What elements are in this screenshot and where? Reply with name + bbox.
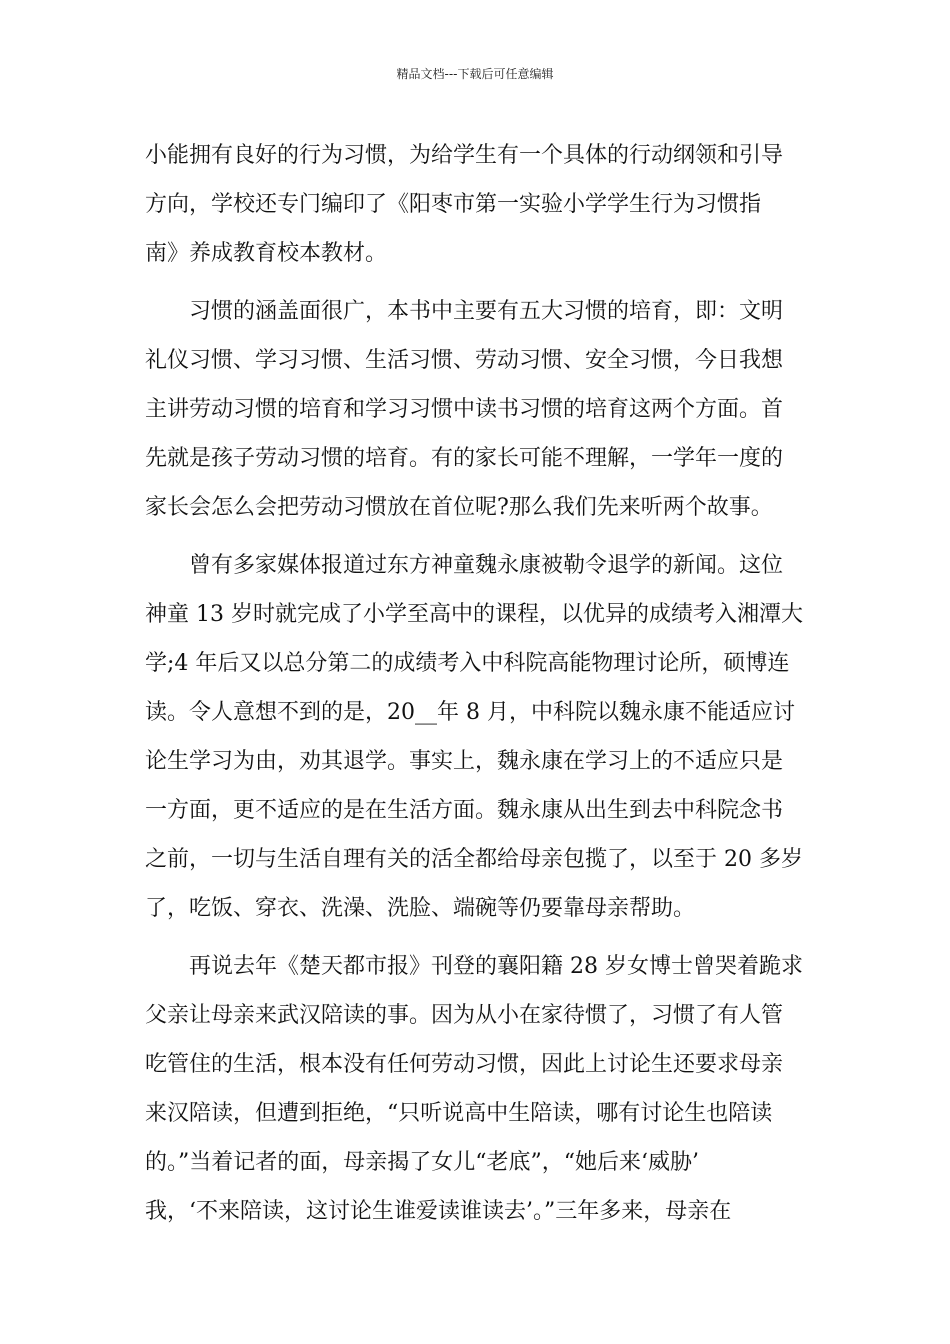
text-line: 曾有多家媒体报道过东方神童魏永康被勒令退学的新闻。这位	[189, 553, 784, 578]
text-line: 论生学习为由，劝其退学。事实上，魏永康在学习上的不适应只是	[145, 749, 784, 774]
text-line: 再说去年《楚天都市报》刊登的襄阳籍 28 岁女博士曾哭着跪求	[189, 954, 803, 979]
text-line: 礼仪习惯、学习习惯、生活习惯、劳动习惯、安全习惯，今日我想	[145, 348, 784, 373]
text-line: 学;4 年后又以总分第二的成绩考入中科院高能物理讨论所，硕博连	[145, 651, 790, 676]
text-line: 家长会怎么会把劳动习惯放在首位呢?那么我们先来听两个故事。	[145, 495, 773, 520]
text-line: 吃管住的生活，根本没有任何劳动习惯，因此上讨论生还要求母亲	[145, 1052, 784, 1077]
text-line: 南》养成教育校本教材。	[145, 241, 388, 266]
paragraph-1	[145, 131, 807, 278]
text-line: 了，吃饭、穿衣、洗澡、洗脸、端碗等仍要靠母亲帮助。	[145, 896, 696, 921]
text-line: 先就是孩子劳动习惯的培育。有的家长可能不理解，一学年一度的	[145, 446, 784, 471]
text-line: 的。”当着记者的面，母亲揭了女儿“老底”，“她后来‘威胁’	[145, 1150, 699, 1175]
text-line: 神童 13 岁时就完成了小学至高中的课程，以优异的成绩考入湘潭大	[145, 602, 803, 627]
text-line: 父亲让母亲来武汉陪读的事。因为从小在家待惯了，习惯了有人管	[145, 1003, 784, 1028]
text-line: 小能拥有良好的行为习惯，为给学生有一个具体的行动纲领和引导	[145, 143, 784, 168]
text-line: 来汉陪读，但遭到拒绝，“只听说高中生陪读，哪有讨论生也陪读	[145, 1101, 773, 1126]
paragraph-3	[145, 541, 807, 933]
text-line: 我，‘不来陪读，这讨论生谁爱读谁读去’。”三年多来，母亲在	[145, 1199, 732, 1224]
text-line: 方向，学校还专门编印了《阳枣市第一实验小学学生行为习惯指	[145, 192, 762, 217]
document-body	[145, 131, 807, 1236]
text-line: 读。令人意想不到的是，20__年 8 月，中科院以魏永康不能适应讨	[145, 700, 795, 725]
paragraph-4	[145, 942, 807, 1236]
text-line: 之前，一切与生活自理有关的活全都给母亲包揽了，以至于 20 多岁	[145, 847, 803, 872]
page-header: 精品文档---下载后可任意编辑	[396, 67, 554, 81]
text-line: 主讲劳动习惯的培育和学习习惯中读书习惯的培育这两个方面。首	[145, 397, 784, 422]
paragraph-2	[145, 287, 807, 532]
text-line: 习惯的涵盖面很广，本书中主要有五大习惯的培育，即：文明	[189, 299, 784, 324]
text-line: 一方面，更不适应的是在生活方面。魏永康从出生到去中科院念书	[145, 798, 784, 823]
